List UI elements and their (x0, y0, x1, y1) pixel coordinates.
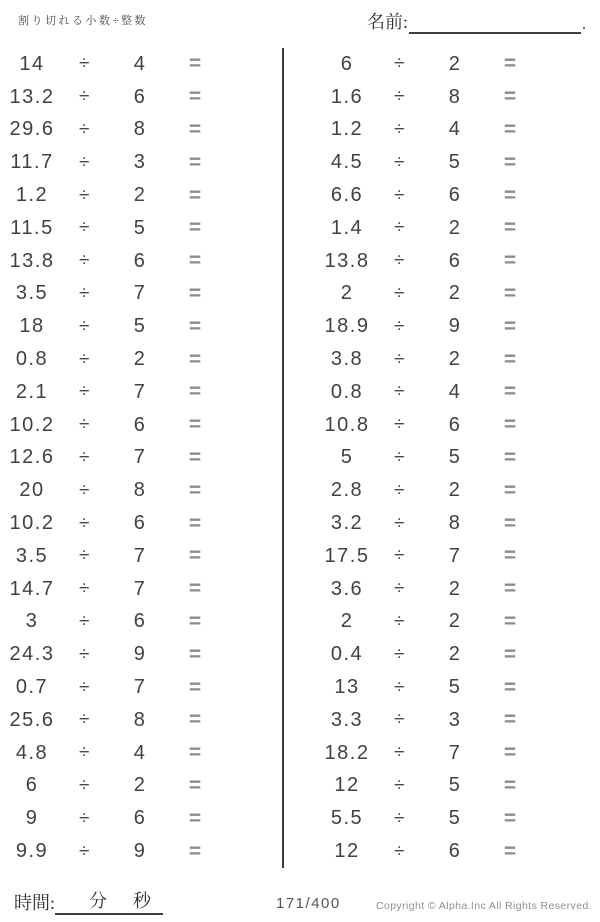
problem-row (315, 671, 600, 704)
dividend: 4.5 (330, 151, 364, 174)
dividend: 10.2 (9, 512, 55, 535)
equals-sign: = (503, 413, 517, 437)
problems-column-right (284, 48, 600, 868)
problem-row (315, 638, 600, 671)
divisor: 6 (133, 512, 147, 535)
divisor: 5 (448, 151, 462, 174)
dividend: 11.7 (10, 151, 54, 174)
divisor: 2 (448, 52, 462, 75)
equals-sign: = (503, 52, 517, 76)
divisor: 6 (448, 249, 462, 272)
name-line-period: . (582, 16, 586, 33)
problem-row (0, 343, 282, 376)
divide-sign: ÷ (394, 414, 406, 436)
problem-row (0, 835, 282, 868)
copyright-text: Copyright © Alpha.Inc All Rights Reserved. (376, 900, 592, 912)
dividend: 13 (334, 676, 360, 699)
dividend: 9.9 (15, 840, 49, 863)
dividend: 12 (334, 840, 360, 863)
equals-sign: = (188, 577, 202, 601)
divisor: 6 (448, 840, 462, 863)
divisor: 2 (448, 348, 462, 371)
name-blank-line (409, 12, 581, 34)
problem-row (315, 802, 600, 835)
divide-sign: ÷ (394, 643, 406, 665)
divide-sign: ÷ (79, 479, 91, 501)
divide-sign: ÷ (394, 282, 406, 304)
problem-row (0, 507, 282, 540)
dividend: 25.6 (9, 708, 55, 731)
divide-sign: ÷ (394, 184, 406, 206)
problem-row (0, 770, 282, 803)
dividend: 4.8 (15, 741, 49, 764)
divide-sign: ÷ (79, 610, 91, 632)
problem-row (0, 48, 282, 81)
problem-row (315, 442, 600, 475)
dividend: 18 (19, 315, 45, 338)
divisor: 6 (448, 413, 462, 436)
divisor: 8 (448, 85, 462, 108)
equals-sign: = (503, 150, 517, 174)
equals-sign: = (503, 249, 517, 273)
divisor: 8 (133, 708, 147, 731)
divide-sign: ÷ (79, 217, 91, 239)
divide-sign: ÷ (394, 840, 406, 862)
divisor: 7 (133, 577, 147, 600)
equals-sign: = (188, 609, 202, 633)
divide-sign: ÷ (394, 512, 406, 534)
dividend: 13.8 (9, 249, 55, 272)
problem-row (315, 474, 600, 507)
divide-sign: ÷ (79, 184, 91, 206)
divisor: 6 (133, 249, 147, 272)
equals-sign: = (503, 380, 517, 404)
dividend: 20 (19, 479, 45, 502)
equals-sign: = (188, 380, 202, 404)
dividend: 10.8 (324, 413, 370, 436)
equals-sign: = (503, 544, 517, 568)
dividend: 0.4 (330, 643, 364, 666)
problem-row (0, 671, 282, 704)
time-label: 時間: (14, 893, 56, 913)
problem-row (0, 179, 282, 212)
dividend: 13.2 (9, 85, 55, 108)
divide-sign: ÷ (79, 282, 91, 304)
dividend: 0.7 (15, 676, 49, 699)
problem-row (315, 507, 600, 540)
divisor: 7 (133, 446, 147, 469)
dividend: 3.2 (330, 512, 364, 535)
equals-sign: = (188, 445, 202, 469)
divisor: 9 (133, 840, 147, 863)
problem-row (315, 48, 600, 81)
divide-sign: ÷ (79, 446, 91, 468)
problem-row (315, 343, 600, 376)
equals-sign: = (188, 85, 202, 109)
problem-row (0, 114, 282, 147)
page-number: 171/400 (276, 895, 341, 912)
equals-sign: = (188, 249, 202, 273)
equals-sign: = (503, 314, 517, 338)
problem-row (315, 606, 600, 639)
equals-sign: = (503, 642, 517, 666)
divide-sign: ÷ (394, 151, 406, 173)
equals-sign: = (503, 741, 517, 765)
divide-sign: ÷ (79, 545, 91, 567)
divisor: 5 (448, 807, 462, 830)
problem-row (315, 278, 600, 311)
problem-row (0, 212, 282, 245)
divide-sign: ÷ (394, 118, 406, 140)
divide-sign: ÷ (79, 807, 91, 829)
divisor: 8 (448, 512, 462, 535)
problem-row (315, 114, 600, 147)
problem-row (315, 146, 600, 179)
problem-row (0, 245, 282, 278)
equals-sign: = (188, 708, 202, 732)
problem-row (0, 409, 282, 442)
dividend: 12.6 (9, 446, 55, 469)
problem-row (315, 179, 600, 212)
divisor: 2 (448, 610, 462, 633)
divisor: 7 (448, 544, 462, 567)
divisor: 2 (448, 577, 462, 600)
dividend: 6 (340, 52, 354, 75)
dividend: 29.6 (9, 118, 55, 141)
problem-row (0, 474, 282, 507)
equals-sign: = (503, 281, 517, 305)
divide-sign: ÷ (394, 545, 406, 567)
divisor: 7 (133, 544, 147, 567)
dividend: 2 (340, 610, 354, 633)
problem-row (315, 770, 600, 803)
problem-row (0, 606, 282, 639)
divide-sign: ÷ (79, 742, 91, 764)
dividend: 3 (25, 610, 39, 633)
equals-sign: = (503, 806, 517, 830)
equals-sign: = (188, 52, 202, 76)
divide-sign: ÷ (394, 315, 406, 337)
divide-sign: ÷ (394, 250, 406, 272)
worksheet-title: 割り切れる小数÷整数 (18, 15, 149, 27)
equals-sign: = (188, 642, 202, 666)
equals-sign: = (188, 314, 202, 338)
divisor: 5 (448, 676, 462, 699)
problem-row (0, 573, 282, 606)
problem-row (0, 146, 282, 179)
divide-sign: ÷ (79, 414, 91, 436)
divisor: 8 (133, 479, 147, 502)
problem-row (315, 540, 600, 573)
name-field-area (367, 8, 586, 34)
problem-row (315, 737, 600, 770)
equals-sign: = (188, 183, 202, 207)
problem-row (0, 638, 282, 671)
divisor: 4 (448, 380, 462, 403)
dividend: 2 (340, 282, 354, 305)
problem-row (0, 737, 282, 770)
divisor: 8 (133, 118, 147, 141)
divide-sign: ÷ (394, 774, 406, 796)
time-blank-line (55, 891, 163, 915)
equals-sign: = (188, 413, 202, 437)
problem-row (0, 802, 282, 835)
time-field-area (14, 889, 163, 915)
equals-sign: = (503, 445, 517, 469)
divide-sign: ÷ (394, 578, 406, 600)
divisor: 2 (133, 774, 147, 797)
dividend: 18.9 (324, 315, 370, 338)
equals-sign: = (503, 216, 517, 240)
divisor: 6 (133, 413, 147, 436)
equals-sign: = (188, 117, 202, 141)
equals-sign: = (503, 183, 517, 207)
dividend: 2.1 (15, 380, 49, 403)
equals-sign: = (503, 773, 517, 797)
divisor: 9 (133, 643, 147, 666)
problem-row (0, 310, 282, 343)
equals-sign: = (503, 85, 517, 109)
divide-sign: ÷ (79, 381, 91, 403)
problem-row (315, 704, 600, 737)
problems-area (0, 48, 600, 868)
problem-row (0, 442, 282, 475)
dividend: 11.5 (10, 216, 54, 239)
divide-sign: ÷ (79, 512, 91, 534)
problem-row (0, 540, 282, 573)
divide-sign: ÷ (394, 86, 406, 108)
divisor: 6 (133, 85, 147, 108)
divide-sign: ÷ (394, 709, 406, 731)
dividend: 13.8 (324, 249, 370, 272)
divide-sign: ÷ (79, 151, 91, 173)
divisor: 7 (448, 741, 462, 764)
equals-sign: = (503, 839, 517, 863)
divide-sign: ÷ (394, 676, 406, 698)
divisor: 3 (133, 151, 147, 174)
dividend: 5.5 (330, 807, 364, 830)
divide-sign: ÷ (394, 348, 406, 370)
problem-row (315, 376, 600, 409)
equals-sign: = (503, 577, 517, 601)
divisor: 6 (448, 184, 462, 207)
problem-row (0, 376, 282, 409)
equals-sign: = (503, 609, 517, 633)
equals-sign: = (503, 478, 517, 502)
dividend: 1.2 (330, 118, 364, 141)
divisor: 4 (133, 52, 147, 75)
problems-column-left (0, 48, 284, 868)
divide-sign: ÷ (394, 381, 406, 403)
dividend: 9 (25, 807, 39, 830)
dividend: 3.5 (15, 544, 49, 567)
problem-row (0, 81, 282, 114)
divide-sign: ÷ (79, 315, 91, 337)
divide-sign: ÷ (79, 578, 91, 600)
divide-sign: ÷ (394, 479, 406, 501)
dividend: 1.2 (15, 184, 49, 207)
problem-row (315, 310, 600, 343)
divisor: 7 (133, 380, 147, 403)
equals-sign: = (188, 281, 202, 305)
equals-sign: = (503, 675, 517, 699)
equals-sign: = (188, 741, 202, 765)
divisor: 4 (133, 741, 147, 764)
problem-row (315, 835, 600, 868)
equals-sign: = (503, 708, 517, 732)
divisor: 2 (448, 282, 462, 305)
divisor: 5 (133, 315, 147, 338)
divisor: 5 (448, 446, 462, 469)
equals-sign: = (188, 511, 202, 535)
equals-sign: = (188, 347, 202, 371)
dividend: 12 (334, 774, 360, 797)
divide-sign: ÷ (79, 86, 91, 108)
divide-sign: ÷ (394, 742, 406, 764)
divide-sign: ÷ (79, 676, 91, 698)
equals-sign: = (188, 675, 202, 699)
divide-sign: ÷ (79, 118, 91, 140)
dividend: 17.5 (324, 544, 370, 567)
dividend: 24.3 (9, 643, 55, 666)
equals-sign: = (188, 478, 202, 502)
divide-sign: ÷ (79, 709, 91, 731)
dividend: 3.3 (330, 708, 364, 731)
problem-row (315, 245, 600, 278)
divisor: 7 (133, 282, 147, 305)
problem-row (315, 409, 600, 442)
divisor: 5 (448, 774, 462, 797)
divide-sign: ÷ (394, 446, 406, 468)
divisor: 9 (448, 315, 462, 338)
divisor: 4 (448, 118, 462, 141)
divisor: 6 (133, 610, 147, 633)
dividend: 1.4 (330, 216, 364, 239)
problem-row (315, 212, 600, 245)
divide-sign: ÷ (394, 53, 406, 75)
name-label: 名前: (366, 12, 408, 32)
divide-sign: ÷ (79, 840, 91, 862)
equals-sign: = (503, 347, 517, 371)
divisor: 6 (133, 807, 147, 830)
divisor: 2 (133, 348, 147, 371)
divide-sign: ÷ (394, 610, 406, 632)
divisor: 2 (133, 184, 147, 207)
divisor: 7 (133, 676, 147, 699)
dividend: 6 (25, 774, 39, 797)
divide-sign: ÷ (394, 807, 406, 829)
divisor: 2 (448, 479, 462, 502)
problem-row (0, 278, 282, 311)
dividend: 3.8 (330, 348, 364, 371)
dividend: 2.8 (330, 479, 364, 502)
divisor: 5 (133, 216, 147, 239)
dividend: 5 (340, 446, 354, 469)
problem-row (0, 704, 282, 737)
problem-row (315, 81, 600, 114)
divisor: 2 (448, 643, 462, 666)
divide-sign: ÷ (394, 217, 406, 239)
divide-sign: ÷ (79, 774, 91, 796)
dividend: 0.8 (15, 348, 49, 371)
dividend: 18.2 (324, 741, 370, 764)
equals-sign: = (188, 806, 202, 830)
divisor: 2 (448, 216, 462, 239)
divide-sign: ÷ (79, 643, 91, 665)
dividend: 14 (19, 52, 45, 75)
seconds-label: 秒 (133, 891, 152, 911)
dividend: 0.8 (330, 380, 364, 403)
equals-sign: = (503, 511, 517, 535)
equals-sign: = (188, 773, 202, 797)
divide-sign: ÷ (79, 53, 91, 75)
dividend: 10.2 (9, 413, 55, 436)
dividend: 14.7 (9, 577, 55, 600)
equals-sign: = (188, 544, 202, 568)
dividend: 6.6 (330, 184, 364, 207)
equals-sign: = (503, 117, 517, 141)
divisor: 3 (448, 708, 462, 731)
problem-row (315, 573, 600, 606)
divide-sign: ÷ (79, 348, 91, 370)
minutes-label: 分 (89, 891, 108, 911)
divide-sign: ÷ (79, 250, 91, 272)
equals-sign: = (188, 839, 202, 863)
dividend: 3.5 (15, 282, 49, 305)
equals-sign: = (188, 216, 202, 240)
equals-sign: = (188, 150, 202, 174)
dividend: 1.6 (330, 85, 364, 108)
dividend: 3.6 (330, 577, 364, 600)
